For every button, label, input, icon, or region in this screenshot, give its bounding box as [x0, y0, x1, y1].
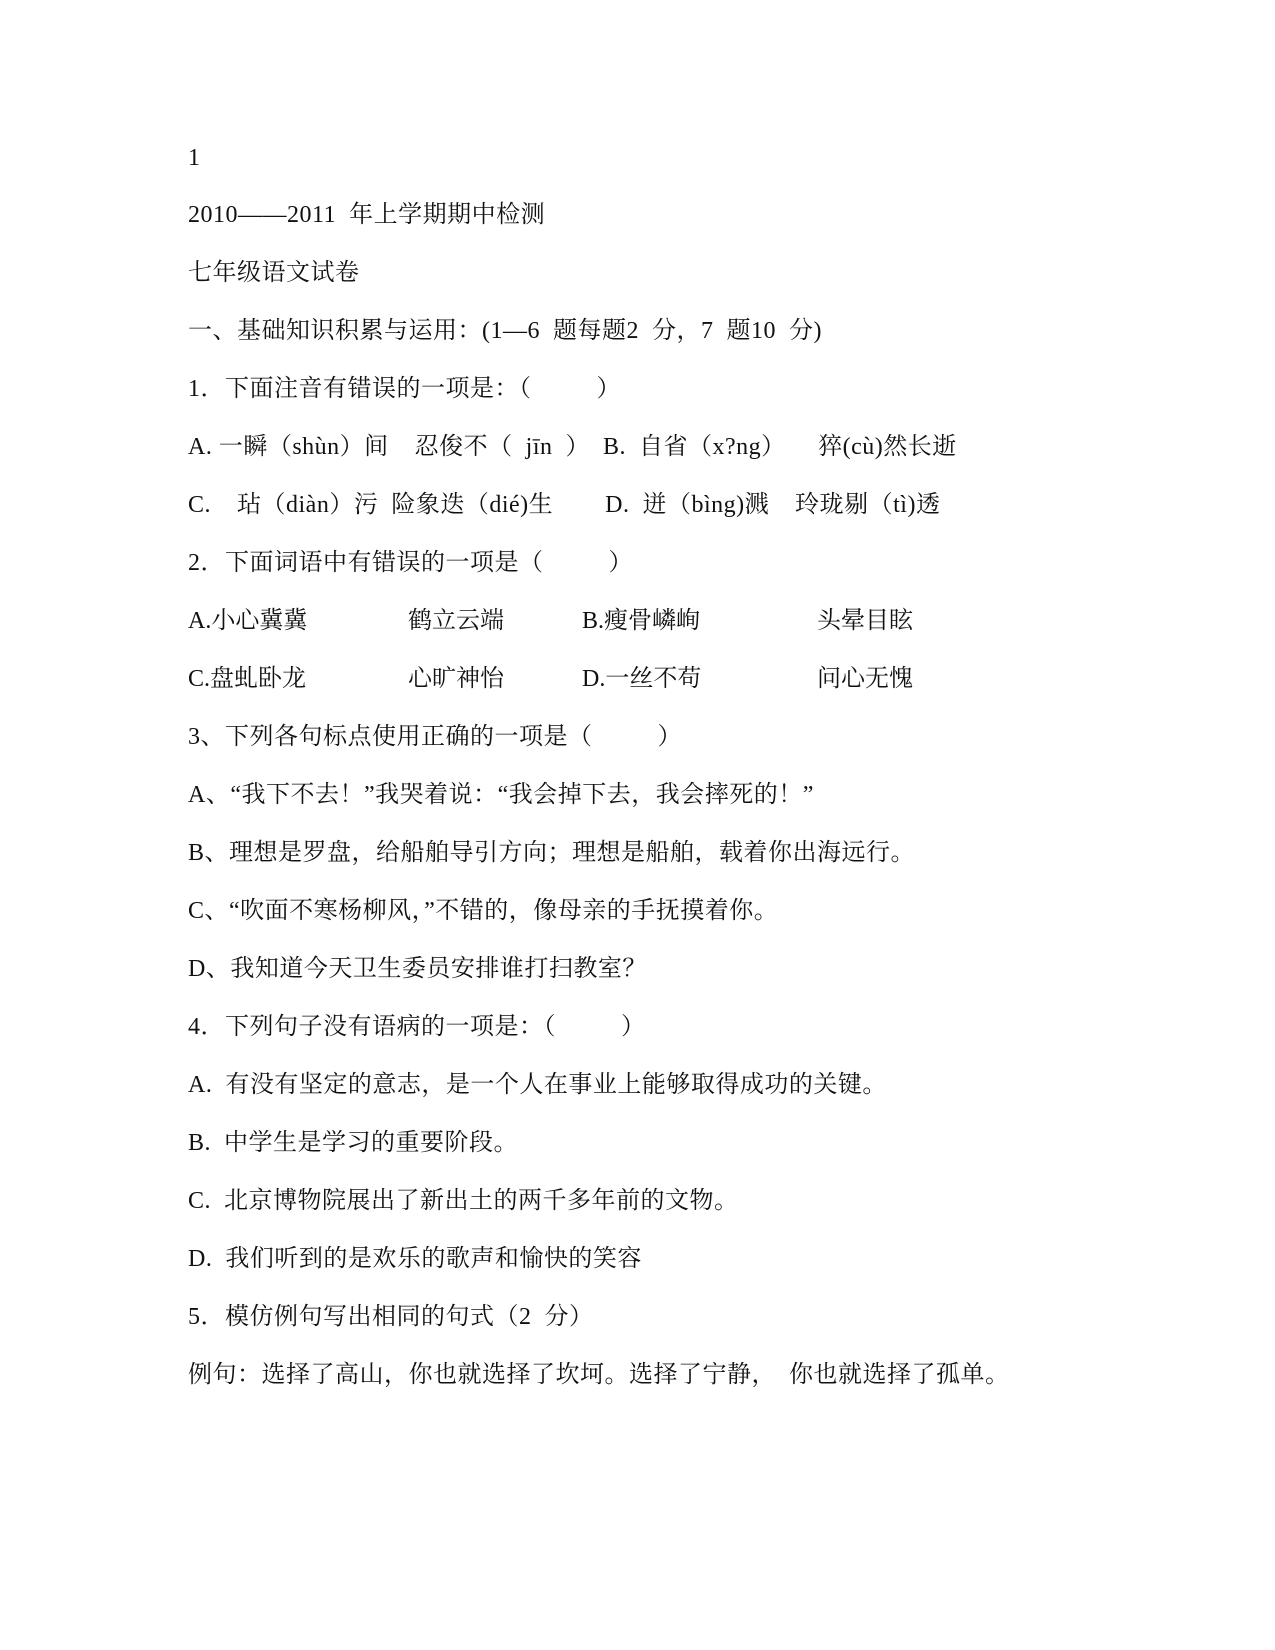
question-4-stem: 4．下列句子没有语病的一项是：（ ）	[188, 1014, 646, 1040]
question-5-example: 例句：选择了高山，你也就选择了坎坷。选择了宁静， 你也就选择了孤单。	[188, 1362, 1010, 1388]
question-3-option-c: C、“吹面不寒杨柳风，”不错的，像母亲的手抚摸着你。	[188, 898, 779, 924]
question-1-stem: 1．下面注音有错误的一项是：（ ）	[188, 376, 621, 402]
question-2-option-b-2: 头晕目眩	[817, 608, 913, 634]
exam-subtitle: 七年级语文试卷	[188, 260, 360, 286]
section-heading: 一、基础知识积累与运用：(1—6 题每题2 分，7 题10 分)	[188, 318, 822, 344]
question-2-option-d-2: 问心无愧	[817, 666, 913, 692]
question-1-options-ab: A. 一瞬（shùn）间 忍俊不（ jīn ） B. 自省（x?ng） 猝(cù)然长逝	[188, 434, 957, 460]
question-2-option-a-2: 鹤立云端	[408, 608, 504, 634]
question-2-option-d-1: D.一丝不苟	[582, 666, 702, 692]
question-2-option-b-1: B.瘦骨嶙峋	[582, 608, 701, 634]
question-5-stem: 5．模仿例句写出相同的句式（2 分）	[188, 1304, 594, 1330]
page-number: 1	[188, 145, 201, 171]
question-3-option-d: D、我知道今天卫生委员安排谁打扫教室？	[188, 956, 647, 982]
question-4-option-b: B. 中学生是学习的重要阶段。	[188, 1130, 519, 1156]
question-4-option-c: C. 北京博物院展出了新出土的两千多年前的文物。	[188, 1188, 739, 1214]
question-4-option-a: A. 有没有坚定的意志，是一个人在事业上能够取得成功的关键。	[188, 1072, 887, 1098]
question-2-option-c-2: 心旷神怡	[408, 666, 504, 692]
question-4-option-d: D. 我们听到的是欢乐的歌声和愉快的笑容	[188, 1246, 642, 1272]
question-2-stem: 2．下面词语中有错误的一项是（ ）	[188, 550, 633, 576]
exam-title: 2010——2011 年上学期期中检测	[188, 202, 546, 228]
question-3-stem: 3、下列各句标点使用正确的一项是（ ）	[188, 724, 682, 750]
question-1-options-cd: C. 玷（diàn）污 险象迭（dié)生 D. 迸（bìng)溅 玲珑剔（tì)透	[188, 492, 941, 518]
question-3-option-a: A、“我下不去！”我哭着说：“我会掉下去，我会摔死的！”	[188, 782, 814, 808]
question-3-option-b: B、理想是罗盘，给船舶导引方向；理想是船舶，载着你出海远行。	[188, 840, 916, 866]
question-2-option-a-1: A.小心冀冀	[188, 608, 308, 634]
question-2-option-c-1: C.盘虬卧龙	[188, 666, 307, 692]
